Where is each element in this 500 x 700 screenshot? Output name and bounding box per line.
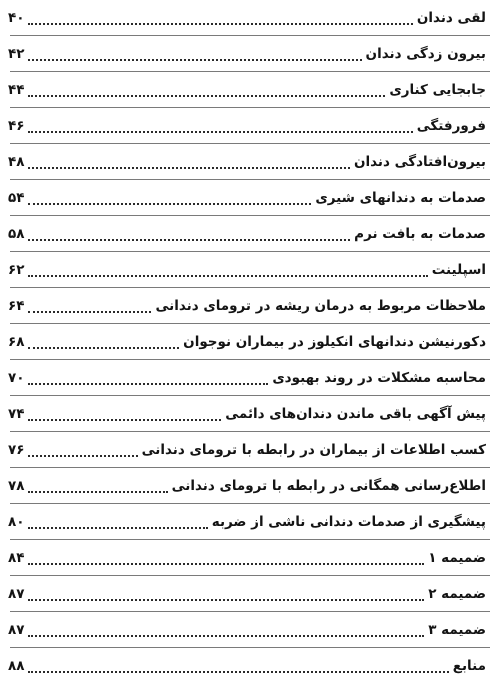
leader-dots	[28, 635, 424, 637]
toc-entry-title: صدمات به دندانهای شیری	[315, 190, 486, 206]
toc-entry[interactable]	[0, 612, 500, 648]
leader-dots	[28, 167, 349, 169]
toc-entry-page: ۸۴	[8, 550, 25, 566]
leader-dots	[28, 59, 361, 61]
toc-entry-page: ۴۴	[8, 82, 25, 98]
leader-dots	[28, 131, 412, 133]
toc-entry[interactable]	[0, 252, 500, 288]
leader-dots	[28, 347, 179, 349]
toc-entry[interactable]	[0, 288, 500, 324]
toc-entry-title: صدمات به بافت نرم	[354, 226, 486, 242]
toc-entry-page: ۸۷	[8, 586, 25, 602]
toc-entry-title: کسب اطلاعات از بیماران در رابطه با ترومای دندانی	[141, 442, 486, 458]
toc-entry-page: ۴۰	[8, 10, 25, 26]
toc-entry[interactable]	[0, 576, 500, 612]
toc-entry[interactable]	[0, 72, 500, 108]
leader-dots	[28, 599, 424, 601]
leader-dots	[28, 95, 385, 97]
leader-dots	[28, 311, 151, 313]
toc-entry-page: ۴۶	[8, 118, 25, 134]
leader-dots	[28, 203, 311, 205]
toc-entry-page: ۷۰	[8, 370, 25, 386]
toc-entry-page: ۶۴	[8, 298, 25, 314]
toc-entry[interactable]	[0, 468, 500, 504]
toc-entry-title: منابع	[452, 658, 486, 674]
toc-entry-title: اطلاع‌رسانی همگانی در رابطه با ترومای دندانی	[171, 478, 486, 494]
leader-dots	[28, 563, 424, 565]
toc-entry-title: محاسبه مشکلات در روند بهبودی	[272, 370, 486, 386]
toc-entry[interactable]	[0, 216, 500, 252]
toc-entry-page: ۶۲	[8, 262, 25, 278]
toc-entry-title: ضمیمه ۱	[428, 550, 486, 566]
toc-entry-title: اسپلینت	[431, 262, 486, 278]
toc-entry[interactable]	[0, 360, 500, 396]
leader-dots	[28, 455, 137, 457]
toc-entry-title: پیش آگهی باقی ماندن دندان‌های دائمی	[225, 406, 486, 422]
leader-dots	[28, 383, 268, 385]
toc-entry-page: ۴۲	[8, 46, 25, 62]
toc-entry-title: ضمیمه ۲	[428, 586, 486, 602]
leader-dots	[28, 275, 427, 277]
toc-entry-title: لقی دندان	[416, 10, 486, 26]
toc-entry-title: ضمیمه ۳	[428, 622, 486, 638]
leader-dots	[28, 527, 207, 529]
toc-entry-title: بیرون‌افتادگی دندان	[353, 154, 486, 170]
toc-entry[interactable]	[0, 504, 500, 540]
leader-dots	[28, 239, 350, 241]
toc-entry-page: ۵۴	[8, 190, 25, 206]
leader-dots	[28, 23, 412, 25]
toc-entry-title: پیشگیری از صدمات دندانی ناشی از ضربه	[211, 514, 486, 530]
toc-entry-title: جابجایی کناری	[389, 82, 486, 98]
toc-entry-title: بیرون زدگی دندان	[365, 46, 486, 62]
toc-entry[interactable]	[0, 144, 500, 180]
toc-entry[interactable]	[0, 432, 500, 468]
toc-entry-page: ۸۰	[8, 514, 25, 530]
leader-dots	[28, 671, 448, 673]
toc-entry[interactable]	[0, 324, 500, 360]
toc-entry[interactable]	[0, 540, 500, 576]
toc-entry[interactable]	[0, 396, 500, 432]
toc-entry-title: دکورنیشن دندانهای انکیلوز در بیماران نوجوان	[183, 334, 486, 350]
toc-entry[interactable]	[0, 0, 500, 36]
toc-entry-page: ۸۷	[8, 622, 25, 638]
toc-entry[interactable]	[0, 36, 500, 72]
leader-dots	[28, 419, 221, 421]
toc-entry[interactable]	[0, 648, 500, 684]
toc-entry-page: ۷۸	[8, 478, 25, 494]
toc-entry-page: ۵۸	[8, 226, 25, 242]
toc-entry-page: ۸۸	[8, 658, 25, 674]
toc-entry-page: ۴۸	[8, 154, 25, 170]
leader-dots	[28, 491, 167, 493]
toc-entry[interactable]	[0, 180, 500, 216]
toc-entry-page: ۷۶	[8, 442, 25, 458]
toc-entry-title: فرورفتگی	[416, 118, 486, 134]
toc-entry-page: ۷۴	[8, 406, 25, 422]
toc-entry-page: ۶۸	[8, 334, 25, 350]
toc-entry-title: ملاحظات مربوط به درمان ریشه در ترومای دندانی	[155, 298, 486, 314]
toc-entry[interactable]	[0, 108, 500, 144]
